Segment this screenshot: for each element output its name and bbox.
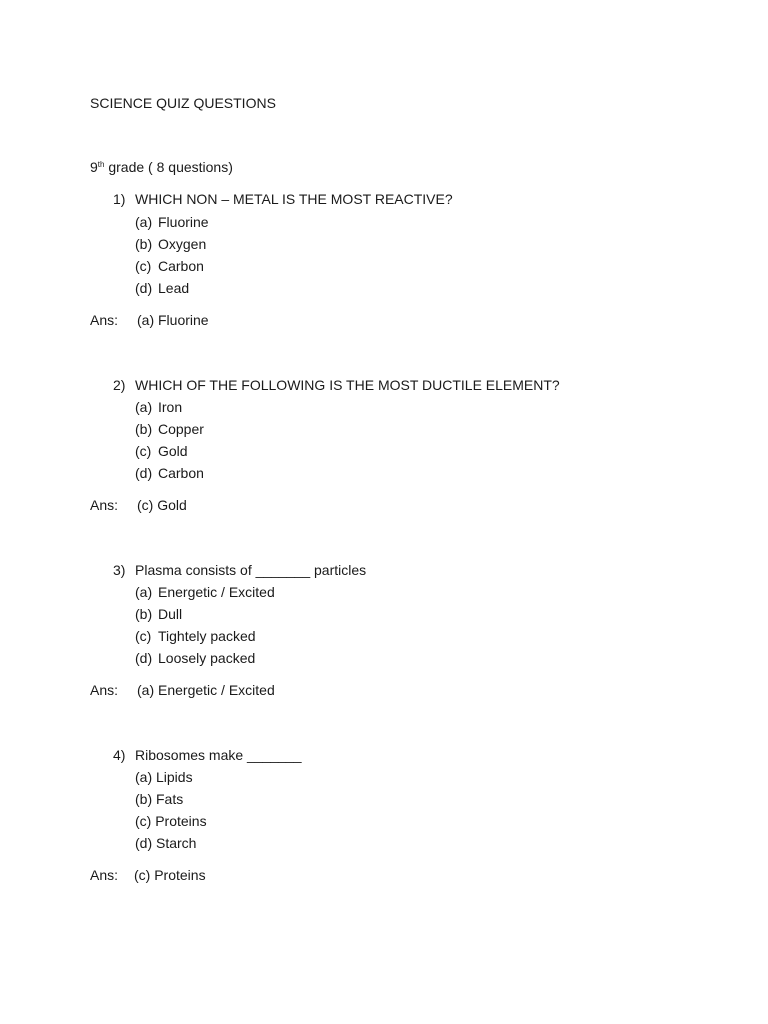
question-text: Ribosomes make _______	[135, 747, 302, 763]
option-text: (d) Starch	[135, 835, 197, 851]
grade-number: 9	[90, 159, 98, 175]
option-text: Carbon	[158, 258, 204, 274]
option-text: (c) Proteins	[135, 813, 207, 829]
option-letter: (c)	[135, 258, 152, 274]
option-letter: (a)	[135, 399, 153, 415]
option-letter: (c)	[135, 628, 152, 644]
option-letter: (d)	[135, 650, 153, 666]
option-text: Tightely packed	[158, 628, 256, 644]
grade-suffix: th	[97, 160, 105, 169]
answer-text: (a) Fluorine	[137, 312, 209, 328]
question-number: 3)	[113, 562, 126, 578]
question-text: WHICH OF THE FOLLOWING IS THE MOST DUCTILE ELEMENT?	[135, 377, 560, 393]
option-letter: (a)	[135, 584, 153, 600]
option-letter: (b)	[135, 606, 153, 622]
option-text: (b) Fats	[135, 791, 184, 807]
option-text: Gold	[158, 443, 188, 459]
question-number: 1)	[113, 191, 126, 207]
answer-text: (a) Energetic / Excited	[137, 682, 275, 698]
option-text: Iron	[158, 399, 183, 415]
option-letter: (d)	[135, 280, 153, 296]
page-title: SCIENCE QUIZ QUESTIONS	[90, 95, 276, 111]
option-text: Loosely packed	[158, 650, 256, 666]
grade-line	[90, 158, 233, 176]
option-text: Oxygen	[158, 236, 207, 252]
option-letter: (b)	[135, 236, 153, 252]
question-text: WHICH NON – METAL IS THE MOST REACTIVE?	[135, 191, 453, 207]
option-letter: (b)	[135, 421, 153, 437]
option-text: Carbon	[158, 465, 204, 481]
answer-label: Ans:	[90, 497, 119, 513]
option-text: Energetic / Excited	[158, 584, 275, 600]
grade-description: grade ( 8 questions)	[104, 159, 233, 175]
option-text: Copper	[158, 421, 204, 437]
option-text: Dull	[158, 606, 183, 622]
option-letter: (a)	[135, 214, 153, 230]
answer-label: Ans:	[90, 312, 119, 328]
question-number: 2)	[113, 377, 126, 393]
answer-label: Ans:	[90, 867, 119, 883]
answer-label: Ans:	[90, 682, 119, 698]
option-letter: (c)	[135, 443, 152, 459]
question-text: Plasma consists of _______ particles	[135, 562, 367, 578]
option-letter: (d)	[135, 465, 153, 481]
answer-text: (c) Proteins	[134, 867, 206, 883]
answer-text: (c) Gold	[137, 497, 187, 513]
option-text: Lead	[158, 280, 190, 296]
question-number: 4)	[113, 747, 126, 763]
option-text: (a) Lipids	[135, 769, 193, 785]
option-text: Fluorine	[158, 214, 209, 230]
